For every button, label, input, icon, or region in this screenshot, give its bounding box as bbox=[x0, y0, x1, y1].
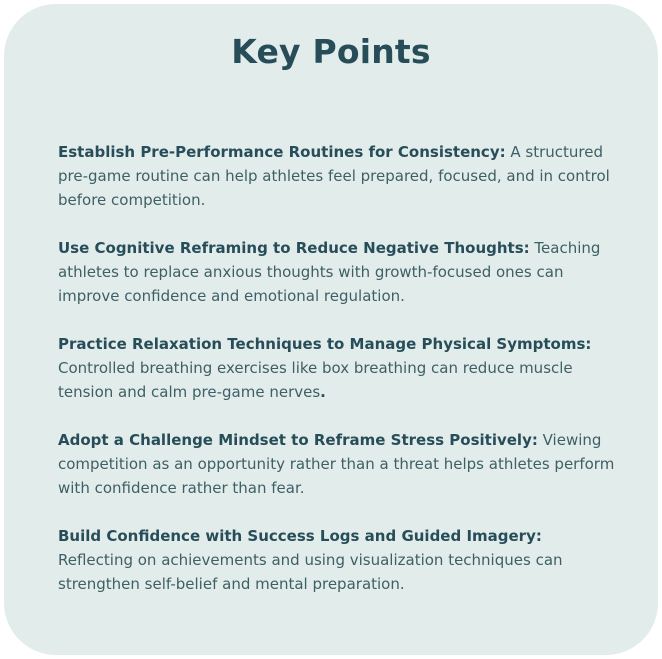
key-point-heading: Build Confidence with Success Logs and Guided Imagery: bbox=[58, 527, 542, 545]
key-point-item bbox=[58, 524, 618, 596]
key-point-body: Teaching athletes to replace anxious thoughts with growth-focused ones can improve confidence and emotional regulation. bbox=[58, 239, 601, 305]
key-point-heading: Practice Relaxation Techniques to Manage Physical Symptoms: bbox=[58, 335, 592, 353]
key-point-heading: Establish Pre-Performance Routines for Consistency: bbox=[58, 143, 506, 161]
key-point-item bbox=[58, 236, 618, 308]
key-point-item bbox=[58, 428, 618, 500]
key-points-card bbox=[4, 4, 658, 655]
key-point-body: Controlled breathing exercises like box breathing can reduce muscle tension and calm pre-game nerves bbox=[58, 359, 573, 401]
card-title: Key Points bbox=[231, 32, 431, 71]
key-point-heading: Use Cognitive Reframing to Reduce Negative Thoughts: bbox=[58, 239, 530, 257]
key-point-body: A structured pre-game routine can help athletes feel prepared, focused, and in control before competition. bbox=[58, 143, 610, 209]
key-point-item bbox=[58, 332, 618, 404]
key-point-item bbox=[58, 140, 618, 212]
key-point-body: Viewing competition as an opportunity rather than a threat helps athletes perform with confidence rather than fear. bbox=[58, 431, 615, 497]
key-point-end: . bbox=[320, 383, 326, 401]
key-point-body: Reflecting on achievements and using visualization techniques can strengthen self-belief and mental preparation. bbox=[58, 551, 563, 593]
key-points-list bbox=[58, 140, 618, 620]
key-point-heading: Adopt a Challenge Mindset to Reframe Stress Positively: bbox=[58, 431, 538, 449]
